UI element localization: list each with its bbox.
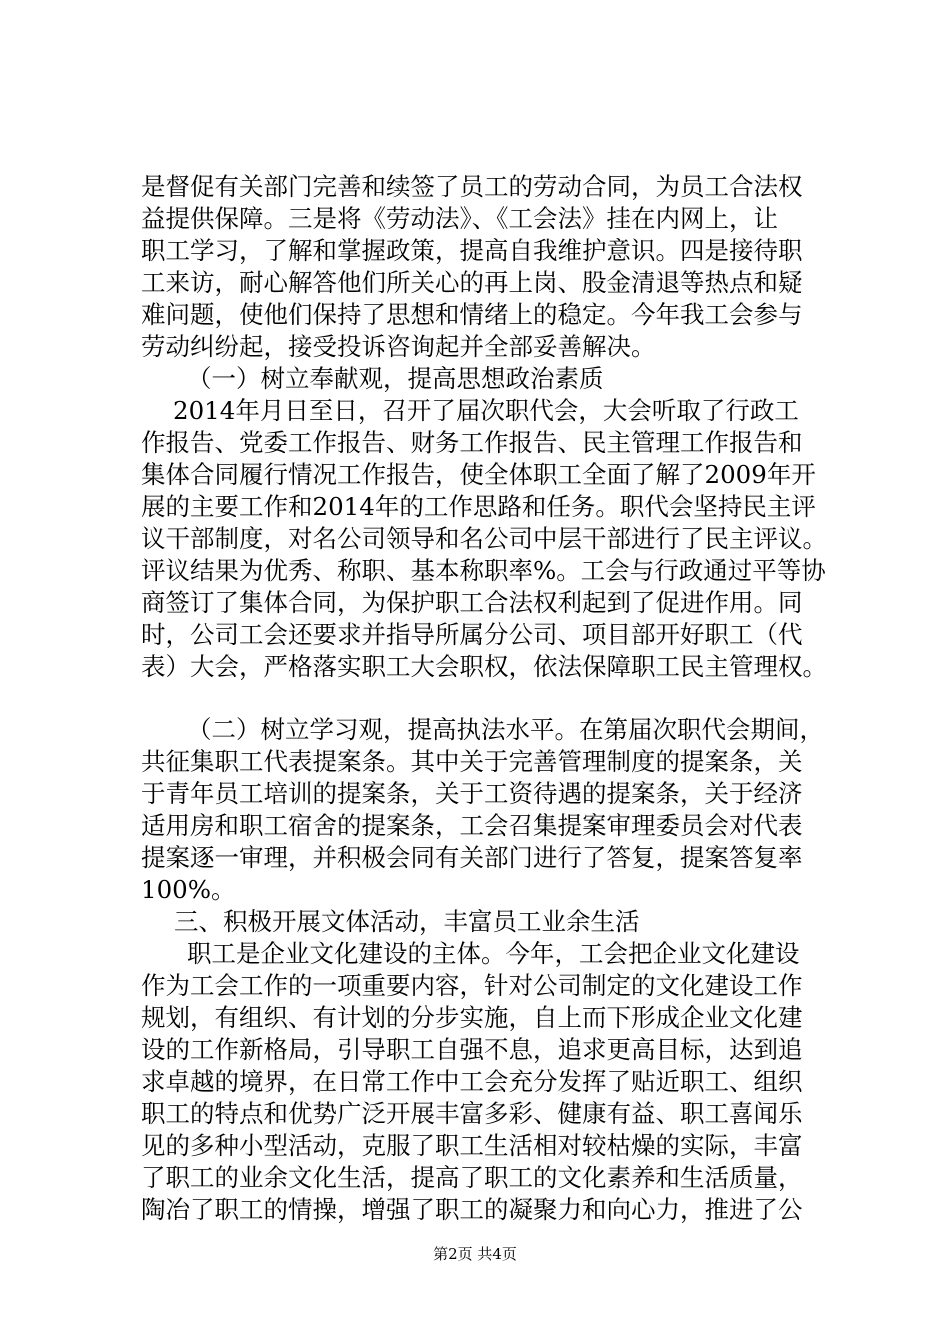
text-line: 提案逐一审理，并积极会同有关部门进行了答复，提案答复率 — [141, 843, 803, 872]
text-line: 展的主要工作和2014年的工作思路和任务。职代会坚持民主评 — [141, 492, 816, 521]
text-line: 作为工会工作的一项重要内容，针对公司制定的文化建设工作 — [141, 971, 803, 1000]
text-line: 规划，有组织、有计划的分步实施，自上而下形成企业文化建 — [141, 1003, 803, 1032]
section-heading: （一）树立奉献观，提高思想政治素质 — [187, 364, 604, 393]
paragraph-continuation — [141, 171, 831, 363]
text-line: 职工的特点和优势广泛开展丰富多彩、健康有益、职工喜闻乐 — [141, 1099, 803, 1128]
text-line: 工来访，耐心解答他们所关心的再上岗、股金清退等热点和疑 — [141, 268, 803, 297]
text-line: 评议结果为优秀、称职、基本称职率%。工会与行政通过平等协 — [141, 556, 826, 585]
text-line: 共征集职工代表提案条。其中关于完善管理制度的提案条，关 — [141, 747, 803, 776]
text-line: 议干部制度，对名公司领导和名公司中层干部进行了民主评议。 — [141, 524, 827, 553]
text-line: 集体合同履行情况工作报告，使全体职工全面了解了2009年开 — [141, 460, 816, 489]
text-line: 陶冶了职工的情操，增强了职工的凝聚力和向心力，推进了公 — [141, 1195, 803, 1224]
text-line: 设的工作新格局，引导职工自强不息，追求更高目标，达到追 — [141, 1035, 803, 1064]
text-line: （二）树立学习观，提高执法水平。在第届次职代会期间， — [187, 715, 824, 744]
paragraph-proposals — [141, 714, 831, 906]
text-line: 2014年月日至日，召开了届次职代会，大会听取了行政工 — [173, 396, 799, 425]
text-line: 职工学习，了解和掌握政策，提高自我维护意识。四是接待职 — [141, 236, 803, 265]
page-footer — [0, 1244, 950, 1264]
paragraph-congress — [141, 395, 831, 683]
document-body — [141, 171, 831, 1226]
text-line: 劳动纠纷起，接受投诉咨询起并全部妥善解决。 — [141, 332, 656, 361]
page-indicator: 第2页 共4页 — [433, 1245, 517, 1263]
text-line: 了职工的业余文化生活，提高了职工的文化素养和生活质量， — [141, 1163, 803, 1192]
text-line: 适用房和职工宿舍的提案条，工会召集提案审理委员会对代表 — [141, 811, 803, 840]
paragraph-gap — [141, 683, 831, 714]
text-line: 是督促有关部门完善和续签了员工的劳动合同，为员工合法权 — [141, 172, 803, 201]
text-line: 职工是企业文化建设的主体。今年，工会把企业文化建设 — [187, 939, 800, 968]
text-line: 100%。 — [141, 875, 236, 904]
section-heading: 三、积极开展文体活动，丰富员工业余生活 — [174, 907, 640, 936]
text-line: 于青年员工培训的提案条，关于工资待遇的提案条，关于经济 — [141, 779, 803, 808]
text-line: 表）大会，严格落实职工大会职权，依法保障职工民主管理权。 — [141, 652, 827, 681]
text-line: 益提供保障。三是将《劳动法》、《工会法》挂在内网上，让 — [141, 204, 778, 233]
text-line: 时，公司工会还要求并指导所属分公司、项目部开好职工（代 — [141, 620, 803, 649]
paragraph-culture — [141, 938, 831, 1226]
text-line: 商签订了集体合同，为保护职工合法权利起到了促进作用。同 — [141, 588, 803, 617]
text-line: 难问题，使他们保持了思想和情绪上的稳定。今年我工会参与 — [141, 300, 803, 329]
text-line: 求卓越的境界，在日常工作中工会充分发挥了贴近职工、组织 — [141, 1067, 803, 1096]
text-line: 作报告、党委工作报告、财务工作报告、民主管理工作报告和 — [141, 428, 803, 457]
text-line: 见的多种小型活动，克服了职工生活相对较枯燥的实际，丰富 — [141, 1131, 803, 1160]
